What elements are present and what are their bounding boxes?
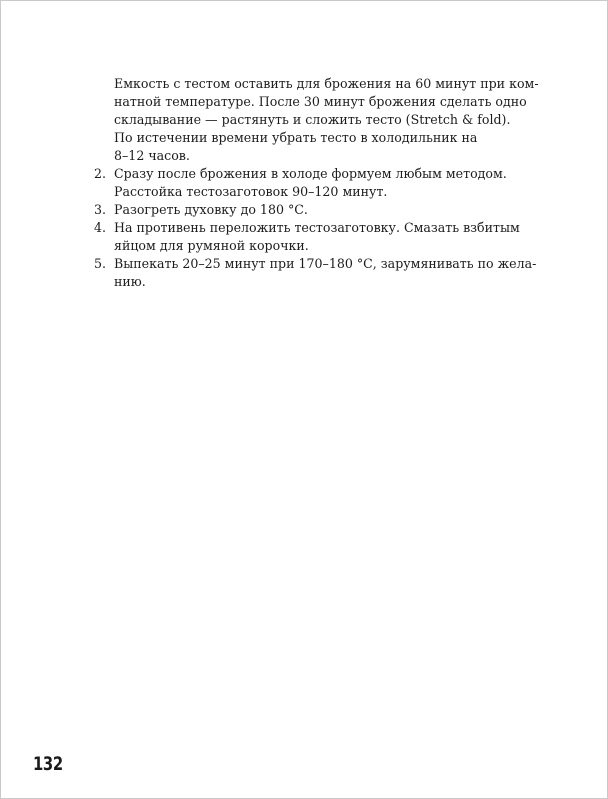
text-line: Разогреть духовку до 180 °С. [114,202,308,217]
step-number: 3. [94,202,107,217]
step-5 [94,255,554,291]
step-number: 5. [94,256,107,271]
text-line: Расстойка тестозаготовок 90–120 минут. [114,184,388,199]
step-number: 4. [94,220,107,235]
step-3 [94,201,554,219]
text-line: По истечении времени убрать тесто в холодильник на [114,130,478,145]
step-4 [94,219,554,255]
text-line: На противень переложить тестозаготовку. Смазать взбитым [114,220,520,235]
text-line: Сразу после брожения в холоде формуем любым методом. [114,166,507,181]
text-line: Емкость с тестом оставить для брожения на 60 минут при ком- [114,76,539,91]
text-line: нию. [114,274,146,289]
text-line: складывание — растянуть и сложить тесто (Stretch & fold). [114,112,511,127]
text-line: Выпекать 20–25 минут при 170–180 °С, зарумянивать по жела- [114,256,537,271]
text-line: 8–12 часов. [114,148,190,163]
text-line: яйцом для румяной корочки. [114,238,309,253]
step-number: 2. [94,166,107,181]
recipe-text [94,75,554,291]
text-line: натной температуре. После 30 минут брожения сделать одно [114,94,527,109]
intro-paragraph [94,75,554,165]
page-number: 132 [33,753,63,775]
step-2 [94,165,554,201]
